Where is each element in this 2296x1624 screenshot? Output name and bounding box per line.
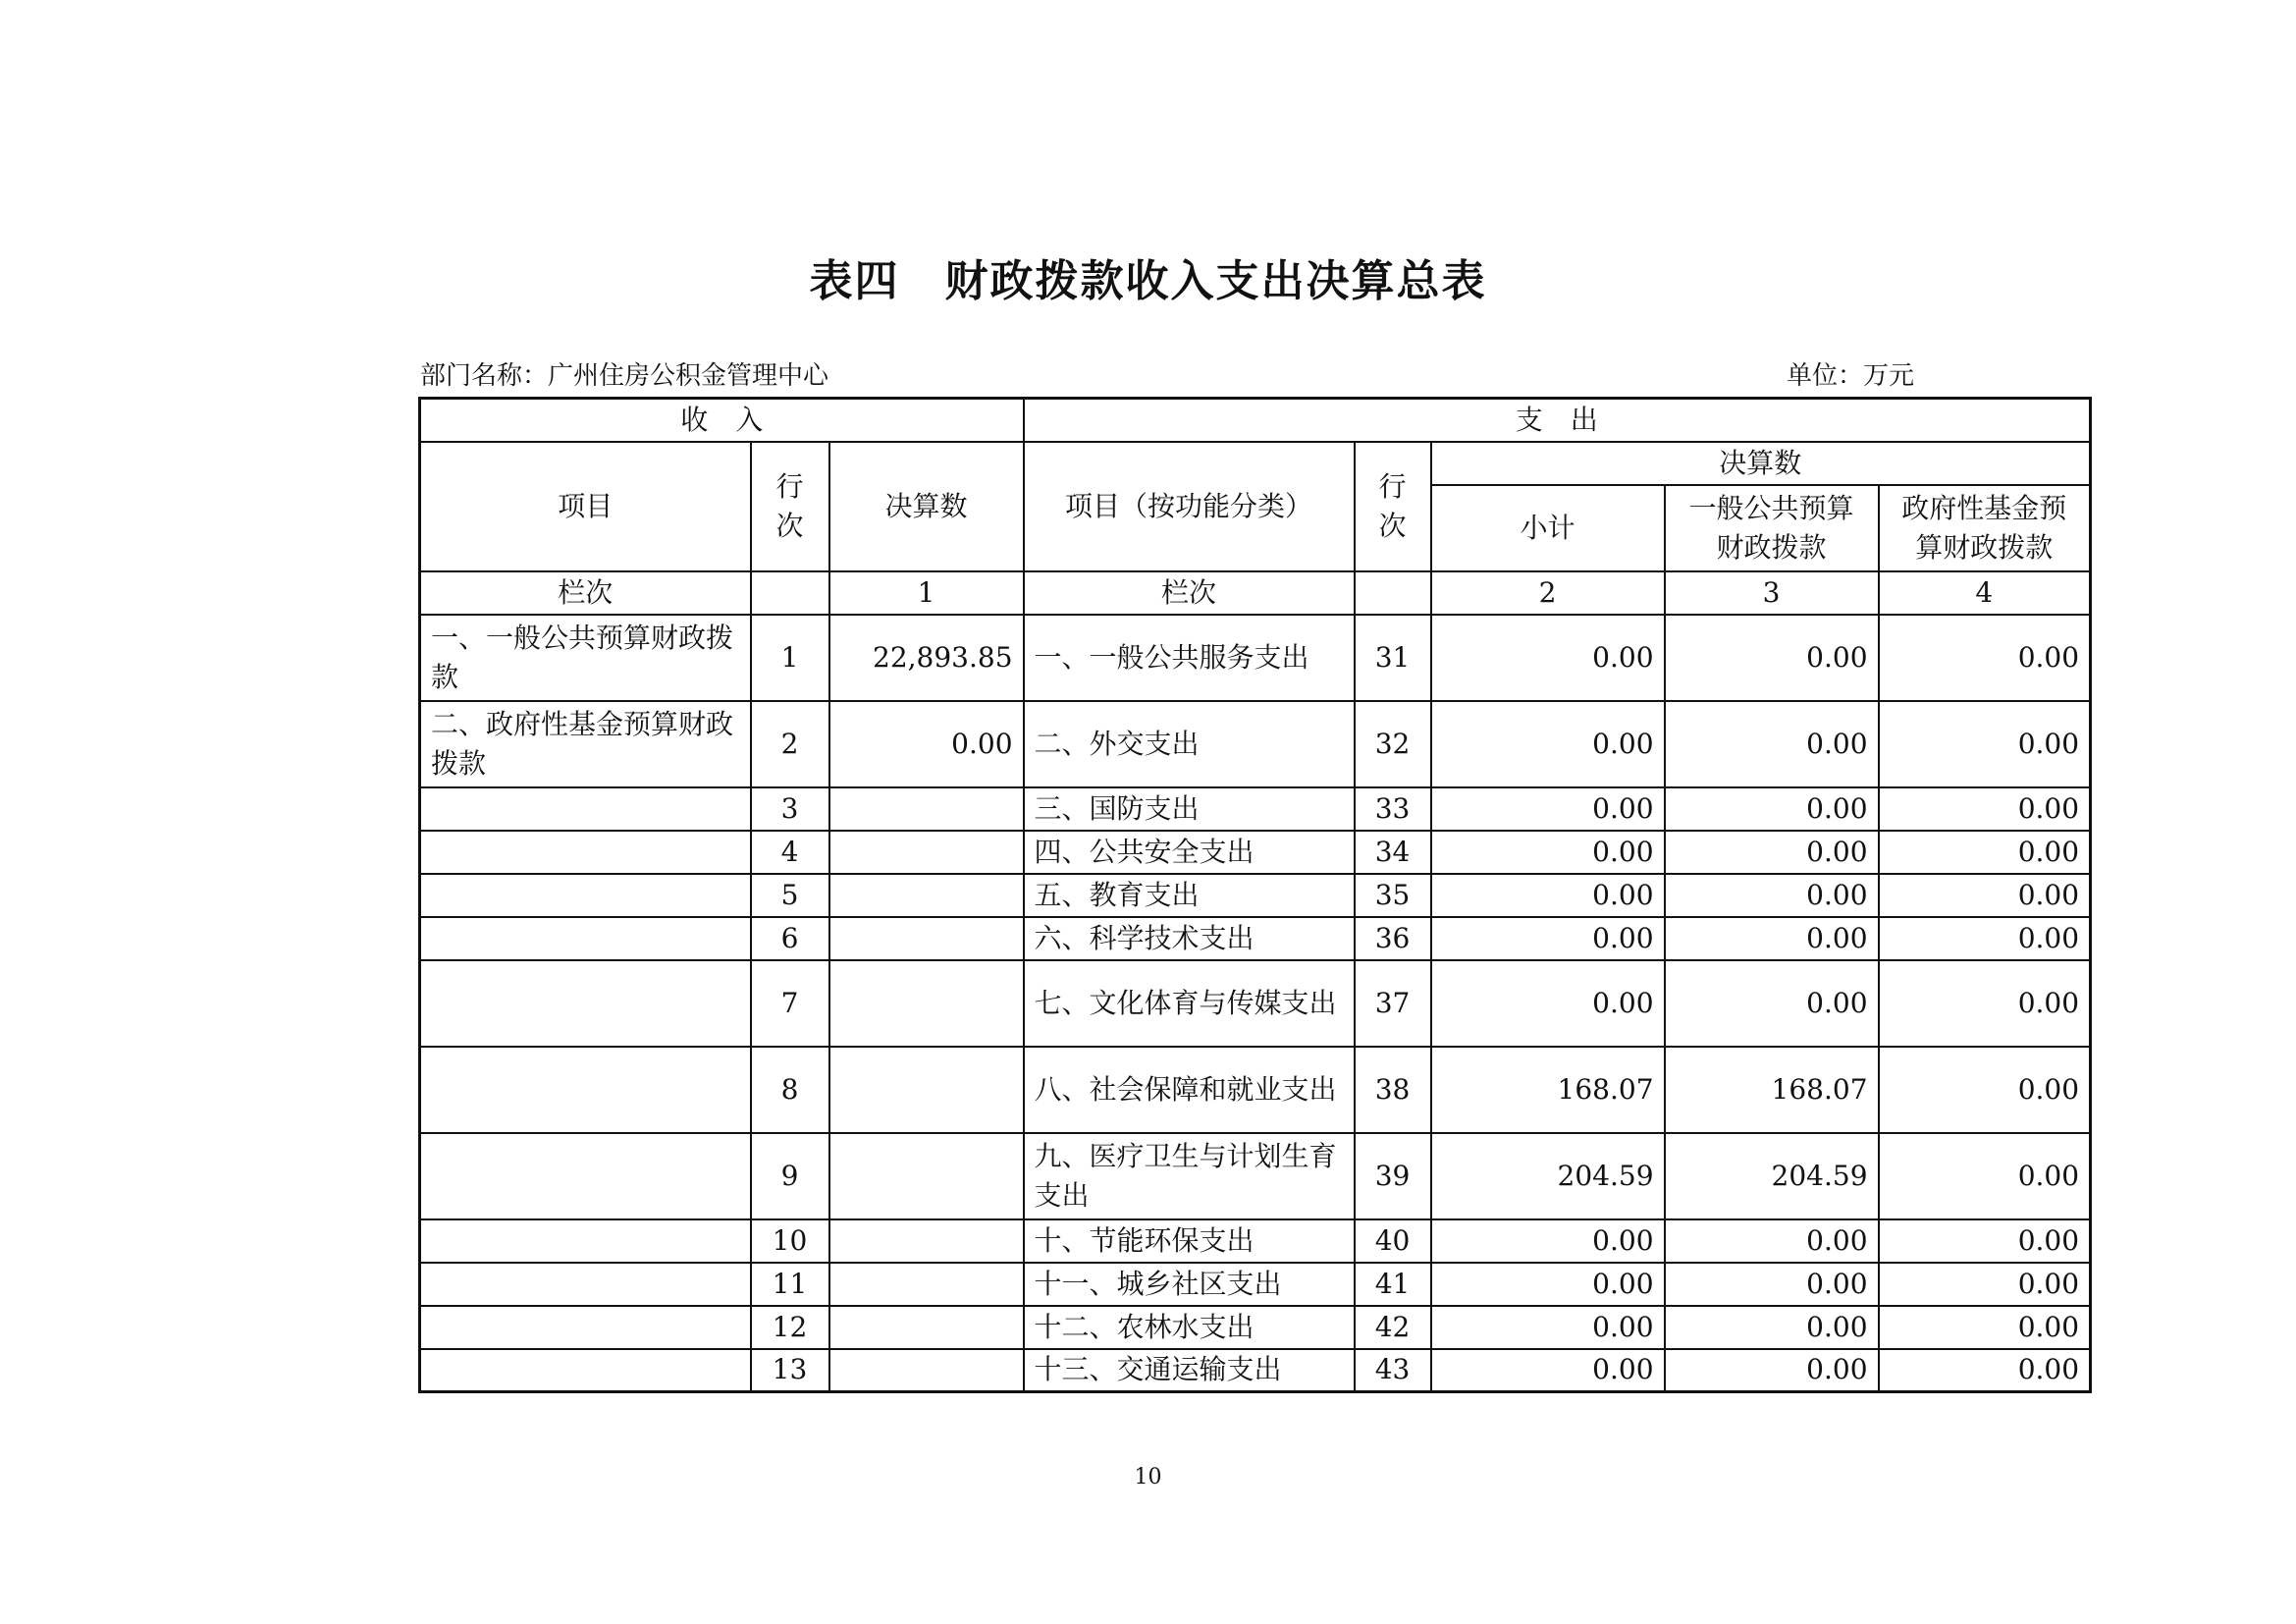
expense-general-budget: 0.00 — [1665, 874, 1879, 917]
expense-gov-fund: 0.00 — [1879, 615, 2091, 701]
gov-fund-header: 政府性基金预算财政拨款 — [1879, 485, 2091, 571]
income-item: 二、政府性基金预算财政拨款 — [420, 701, 751, 787]
expense-subtotal: 0.00 — [1431, 874, 1665, 917]
expense-item-header: 项目（按功能分类） — [1024, 442, 1355, 571]
income-item — [420, 1349, 751, 1392]
expense-item: 七、文化体育与传媒支出 — [1024, 960, 1355, 1047]
income-item — [420, 1047, 751, 1133]
income-amount — [829, 1306, 1024, 1349]
expense-item: 十三、交通运输支出 — [1024, 1349, 1355, 1392]
expense-general-budget: 0.00 — [1665, 960, 1879, 1047]
table-row — [420, 615, 2091, 701]
income-amount: 22,893.85 — [829, 615, 1024, 701]
income-item-header: 项目 — [420, 442, 751, 571]
column-index-label-left: 栏次 — [420, 571, 751, 615]
data-rows — [420, 615, 2091, 1392]
income-amount: 0.00 — [829, 701, 1024, 787]
expense-gov-fund: 0.00 — [1879, 1133, 2091, 1219]
table-row — [420, 787, 2091, 831]
income-amount — [829, 1047, 1024, 1133]
income-amount — [829, 1219, 1024, 1263]
income-amount — [829, 787, 1024, 831]
income-row-no: 3 — [751, 787, 829, 831]
column-index-2: 2 — [1431, 571, 1665, 615]
expense-subtotal: 0.00 — [1431, 960, 1665, 1047]
income-row-no: 12 — [751, 1306, 829, 1349]
expense-item: 一、一般公共服务支出 — [1024, 615, 1355, 701]
column-index-3: 3 — [1665, 571, 1879, 615]
expense-row-no: 41 — [1355, 1263, 1431, 1306]
expense-general-budget: 0.00 — [1665, 701, 1879, 787]
expense-general-budget: 0.00 — [1665, 1306, 1879, 1349]
expense-gov-fund: 0.00 — [1879, 1306, 2091, 1349]
column-index-label-right: 栏次 — [1024, 571, 1355, 615]
income-item — [420, 787, 751, 831]
expense-row-no: 33 — [1355, 787, 1431, 831]
income-row-no: 5 — [751, 874, 829, 917]
table-row — [420, 960, 2091, 1047]
expense-item: 五、教育支出 — [1024, 874, 1355, 917]
expense-row-no: 43 — [1355, 1349, 1431, 1392]
expense-header: 支 出 — [1024, 399, 2091, 442]
expense-gov-fund: 0.00 — [1879, 960, 2091, 1047]
table-row — [420, 831, 2091, 874]
income-item — [420, 917, 751, 960]
column-index-row — [420, 571, 2091, 615]
expense-subtotal: 0.00 — [1431, 917, 1665, 960]
expense-row-no: 36 — [1355, 917, 1431, 960]
expense-general-budget: 0.00 — [1665, 917, 1879, 960]
table-row — [420, 917, 2091, 960]
income-item — [420, 1263, 751, 1306]
expense-gov-fund: 0.00 — [1879, 874, 2091, 917]
income-header: 收 入 — [420, 399, 1024, 442]
income-item: 一、一般公共预算财政拨款 — [420, 615, 751, 701]
expense-general-budget: 0.00 — [1665, 615, 1879, 701]
expense-item: 十二、农林水支出 — [1024, 1306, 1355, 1349]
expense-row-no-header: 行次 — [1355, 442, 1431, 571]
expense-gov-fund: 0.00 — [1879, 1047, 2091, 1133]
column-index-blank-right — [1355, 571, 1431, 615]
income-amount — [829, 831, 1024, 874]
expense-general-budget: 0.00 — [1665, 1219, 1879, 1263]
table-row — [420, 874, 2091, 917]
expense-row-no: 34 — [1355, 831, 1431, 874]
income-row-no: 6 — [751, 917, 829, 960]
income-amount — [829, 1133, 1024, 1219]
expense-gov-fund: 0.00 — [1879, 1219, 2091, 1263]
expense-subtotal: 0.00 — [1431, 831, 1665, 874]
expense-general-budget: 0.00 — [1665, 787, 1879, 831]
expense-subtotal: 168.07 — [1431, 1047, 1665, 1133]
income-row-no: 11 — [751, 1263, 829, 1306]
expense-item: 四、公共安全支出 — [1024, 831, 1355, 874]
expense-row-no: 42 — [1355, 1306, 1431, 1349]
expense-row-no: 40 — [1355, 1219, 1431, 1263]
unit-label: 单位：万元 — [1787, 361, 1915, 391]
table-row — [420, 1133, 2091, 1219]
expense-general-budget: 0.00 — [1665, 1349, 1879, 1392]
income-amount — [829, 917, 1024, 960]
table-title: 表四 财政拨款收入支出决算总表 — [809, 256, 1487, 306]
income-row-no: 1 — [751, 615, 829, 701]
column-index-blank-left — [751, 571, 829, 615]
income-item — [420, 874, 751, 917]
expense-item: 六、科学技术支出 — [1024, 917, 1355, 960]
expense-subtotal: 0.00 — [1431, 1349, 1665, 1392]
expense-row-no: 38 — [1355, 1047, 1431, 1133]
subtotal-header: 小计 — [1431, 485, 1665, 571]
expense-general-budget: 0.00 — [1665, 1263, 1879, 1306]
expense-item: 三、国防支出 — [1024, 787, 1355, 831]
expense-gov-fund: 0.00 — [1879, 787, 2091, 831]
income-item — [420, 1219, 751, 1263]
expense-row-no: 35 — [1355, 874, 1431, 917]
expense-gov-fund: 0.00 — [1879, 1263, 2091, 1306]
general-budget-header: 一般公共预算财政拨款 — [1665, 485, 1879, 571]
income-amount — [829, 1349, 1024, 1392]
income-row-no: 2 — [751, 701, 829, 787]
header-row-1 — [420, 399, 2091, 442]
income-item — [420, 1133, 751, 1219]
column-index-1: 1 — [829, 571, 1024, 615]
expense-item: 十一、城乡社区支出 — [1024, 1263, 1355, 1306]
table-row — [420, 1219, 2091, 1263]
table-row — [420, 1306, 2091, 1349]
expense-gov-fund: 0.00 — [1879, 831, 2091, 874]
department-name: 部门名称：广州住房公积金管理中心 — [420, 361, 829, 391]
income-amount — [829, 1263, 1024, 1306]
expense-gov-fund: 0.00 — [1879, 917, 2091, 960]
expense-subtotal: 204.59 — [1431, 1133, 1665, 1219]
fiscal-appropriation-table — [418, 397, 2092, 1393]
expense-general-budget: 168.07 — [1665, 1047, 1879, 1133]
page-number: 10 — [1134, 1465, 1162, 1489]
expense-row-no: 37 — [1355, 960, 1431, 1047]
expense-item: 九、医疗卫生与计划生育支出 — [1024, 1133, 1355, 1219]
income-row-no: 10 — [751, 1219, 829, 1263]
expense-subtotal: 0.00 — [1431, 1306, 1665, 1349]
income-amount — [829, 874, 1024, 917]
income-item — [420, 960, 751, 1047]
expense-row-no: 39 — [1355, 1133, 1431, 1219]
expense-subtotal: 0.00 — [1431, 1263, 1665, 1306]
column-index-4: 4 — [1879, 571, 2091, 615]
expense-general-budget: 204.59 — [1665, 1133, 1879, 1219]
expense-item: 二、外交支出 — [1024, 701, 1355, 787]
header-row-2 — [420, 442, 2091, 485]
table-row — [420, 1349, 2091, 1392]
expense-row-no: 31 — [1355, 615, 1431, 701]
expense-row-no: 32 — [1355, 701, 1431, 787]
expense-item: 八、社会保障和就业支出 — [1024, 1047, 1355, 1133]
income-row-no: 9 — [751, 1133, 829, 1219]
income-item — [420, 831, 751, 874]
expense-gov-fund: 0.00 — [1879, 701, 2091, 787]
income-row-no: 13 — [751, 1349, 829, 1392]
table-row — [420, 701, 2091, 787]
income-row-no: 8 — [751, 1047, 829, 1133]
table-row — [420, 1263, 2091, 1306]
income-amount-header: 决算数 — [829, 442, 1024, 571]
expense-gov-fund: 0.00 — [1879, 1349, 2091, 1392]
expense-amount-header: 决算数 — [1431, 442, 2091, 485]
expense-general-budget: 0.00 — [1665, 831, 1879, 874]
income-item — [420, 1306, 751, 1349]
income-row-no: 7 — [751, 960, 829, 1047]
expense-subtotal: 0.00 — [1431, 615, 1665, 701]
income-row-no: 4 — [751, 831, 829, 874]
expense-item: 十、节能环保支出 — [1024, 1219, 1355, 1263]
expense-subtotal: 0.00 — [1431, 701, 1665, 787]
expense-subtotal: 0.00 — [1431, 787, 1665, 831]
income-row-no-header: 行次 — [751, 442, 829, 571]
income-amount — [829, 960, 1024, 1047]
table-row — [420, 1047, 2091, 1133]
expense-subtotal: 0.00 — [1431, 1219, 1665, 1263]
